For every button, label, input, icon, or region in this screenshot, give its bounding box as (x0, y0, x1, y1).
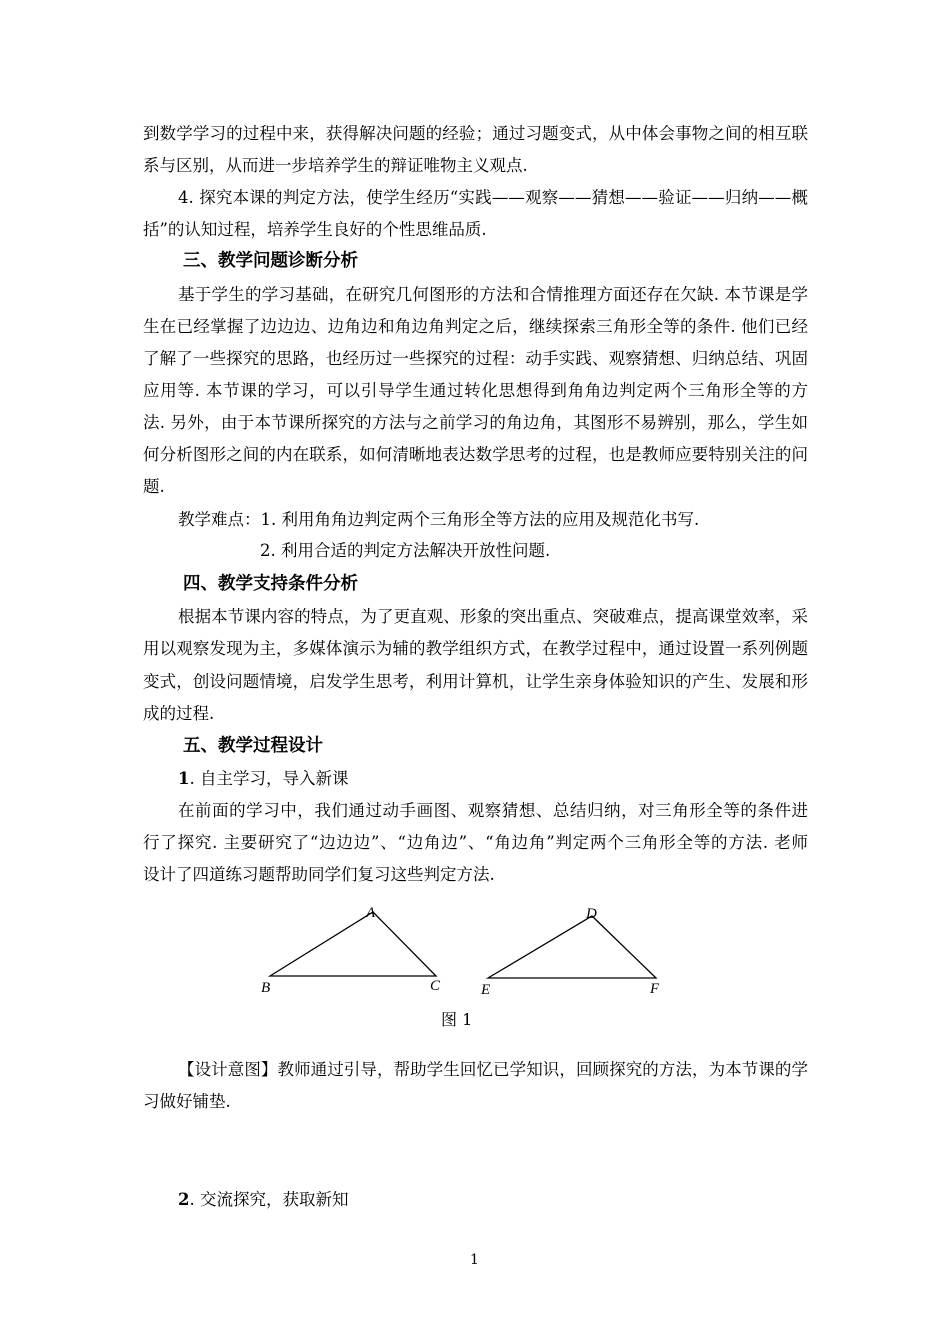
text-line: 题. (143, 477, 165, 496)
section-heading: 四、教学支持条件分析 (183, 574, 358, 594)
difficulty-item: 教学难点：1. 利用角角边判定两个三角形全等方法的应用及规范化书写. (178, 510, 700, 529)
section-heading: 五、教学过程设计 (183, 736, 323, 756)
text-line: 变式，创设问题情境，启发学生思考，利用计算机，让学生亲身体验知识的产生、发展和形 (143, 672, 808, 691)
step-title (178, 768, 348, 790)
step-number: 2 (178, 1190, 190, 1209)
triangle-abc (270, 912, 436, 976)
step-label: . 自主学习，导入新课 (189, 769, 349, 788)
text-line: 到数学学习的过程中来，获得解决问题的经验；通过习题变式，从中体会事物之间的相互联 (143, 124, 808, 143)
page-number: 1 (470, 1252, 479, 1268)
vertex-label-c: C (430, 978, 441, 994)
step-label: . 交流探究，获取新知 (189, 1190, 349, 1209)
step-number: 1 (178, 769, 190, 788)
text-line: 在前面的学习中，我们通过动手画图、观察猜想、总结归纳，对三角形全等的条件进 (178, 801, 808, 820)
vertex-label-d: D (586, 906, 597, 922)
text-line: 习做好铺垫. (143, 1092, 231, 1111)
text-line: 生在已经掌握了边边边、边角边和角边角判定之后，继续探索三角形全等的条件. 他们已经 (143, 317, 808, 336)
section-heading: 三、教学问题诊断分析 (183, 251, 358, 271)
vertex-label-a: A (366, 905, 376, 921)
text-line: 了解了一些探究的思路，也经历过一些探究的过程：动手实践、观察猜想、归纳总结、巩固 (143, 349, 808, 368)
figure-caption: 图 1 (441, 1010, 473, 1029)
text-line: 4. 探究本课的判定方法，使学生经历“实践——观察——猜想——验证——归纳——概 (178, 188, 808, 207)
vertex-label-b: B (261, 980, 271, 996)
text-line: 基于学生的学习基础，在研究几何图形的方法和合情推理方面还存在欠缺. 本节课是学 (178, 285, 808, 304)
triangle-figure (250, 898, 670, 1008)
text-line: 系与区别，从而进一步培养学生的辩证唯物主义观点. (143, 156, 528, 175)
text-line: 行了探究. 主要研究了“边边边”、“边角边”、“角边角”判定两个三角形全等的方法. 老师 (143, 833, 808, 852)
difficulty-item: 2. 利用合适的判定方法解决开放性问题. (260, 541, 551, 560)
text-line: 成的过程. (143, 704, 215, 723)
triangle-def (488, 916, 656, 978)
text-line: 何分析图形之间的内在联系，如何清晰地表达数学思考的过程，也是教师应要特别关注的问 (143, 445, 808, 464)
text-line: 括”的认知过程，培养学生良好的个性思维品质. (143, 220, 487, 239)
text-line: 【设计意图】教师通过引导，帮助学生回忆已学知识，回顾探究的方法，为本节课的学 (178, 1060, 808, 1079)
step-title (178, 1189, 348, 1211)
text-line: 用以观察发现为主，多媒体演示为辅的教学组织方式，在教学过程中，通过设置一系列例题 (143, 639, 808, 658)
vertex-label-e: E (481, 982, 491, 998)
text-line: 应用等. 本节课的学习，可以引导学生通过转化思想得到角角边判定两个三角形全等的方 (143, 381, 808, 400)
text-line: 法. 另外，由于本节课所探究的方法与之前学习的角边角，其图形不易辨别，那么，学生如 (143, 413, 808, 432)
vertex-label-f: F (650, 981, 660, 997)
text-line: 根据本节课内容的特点，为了更直观、形象的突出重点、突破难点，提高课堂效率，采 (178, 607, 808, 626)
text-line: 设计了四道练习题帮助同学们复习这些判定方法. (143, 865, 495, 884)
